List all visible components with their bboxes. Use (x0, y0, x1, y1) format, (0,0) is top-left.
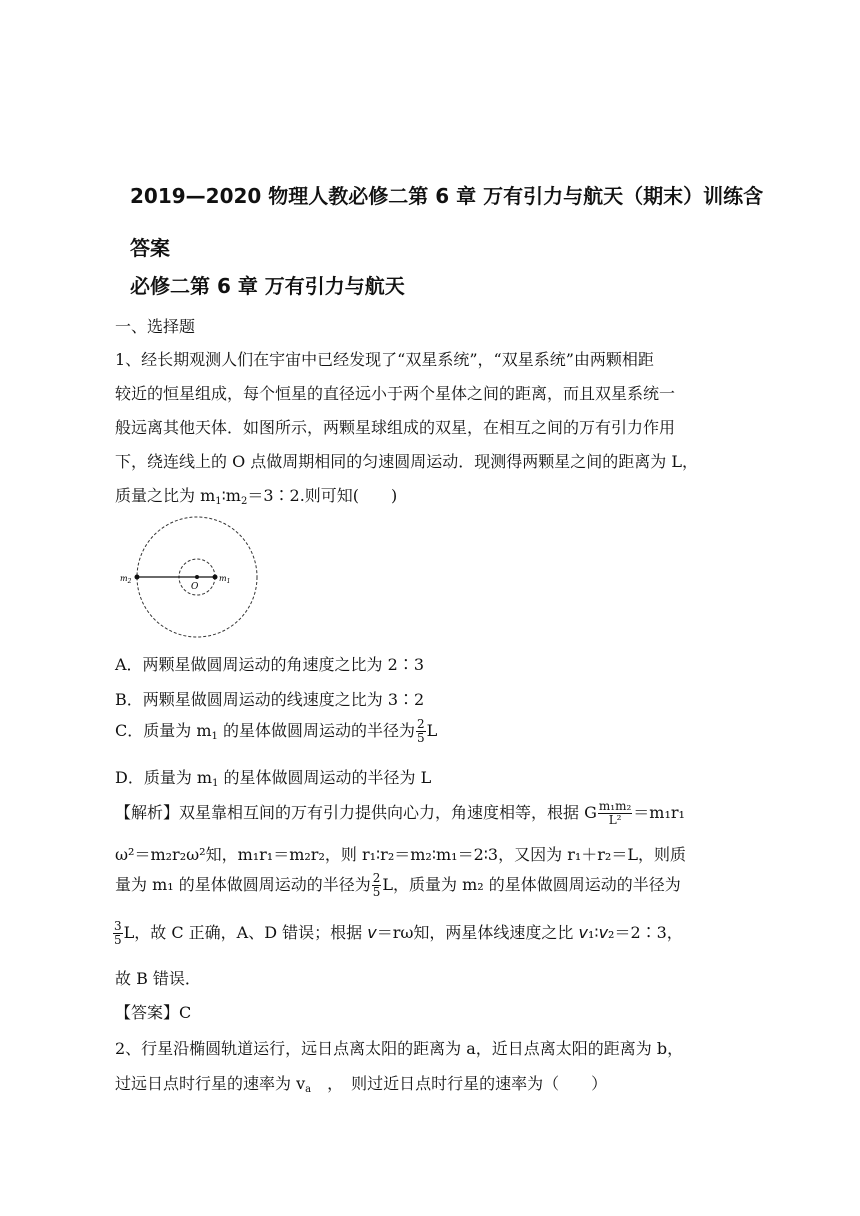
analysis-line-4: $\frac{3}{5}$ L，故 C 正确，A、D 错误；根据 v＝rω知，两星体线速度之比 v₁∶v₂＝2∶3， (114, 919, 683, 947)
q1-line-4: 下，绕连线上的 O 点做周期相同的匀速圆周运动．现测得两颗星之间的距离为 L， (115, 452, 699, 471)
answer-tag: 【答案】 (115, 1003, 180, 1022)
answer-value: C (179, 1003, 192, 1022)
binary-star-diagram (115, 515, 265, 640)
star-m2 (135, 575, 140, 580)
analysis-line-5: 故 B 错误． (115, 969, 201, 988)
answer-line (115, 1000, 191, 1023)
label-m1: $m_1$ (219, 574, 231, 585)
analysis-line-2: ω²＝m₂r₂ω²知，m₁r₁＝m₂r₂，则 r₁∶r₂＝m₂∶m₁＝2∶3，又因为 r₁＋r₂＝L，则质 (115, 845, 686, 864)
center-o (195, 575, 199, 579)
section-heading: 一、选择题 (115, 317, 196, 336)
q1-line-3: 般远离其他天体．如图所示，两颗星球组成的双星，在相互之间的万有引力作用 (115, 418, 676, 437)
analysis-tag: 【解析】 (115, 803, 180, 822)
title-line-1: 2019—2020 物理人教必修二第 6 章 万有引力与航天（期末）训练含 (130, 184, 764, 208)
fraction: $\frac{2}{5}$ (372, 871, 381, 899)
fraction: $\frac{\text{m₁m₂}}{\text{L²}}$ (598, 799, 632, 827)
document-title (130, 170, 764, 274)
star-m1 (213, 575, 218, 580)
option-c: C．质量为 $m_1$ 的星体做圆周运动的半径为 $\frac{2}{5}$ L (115, 717, 438, 745)
q2-line-2: 过远日点时行星的速率为 $v_a$ ， 则过近日点时行星的速率为（ ） (115, 1074, 608, 1095)
analysis-line-1: 【解析】双星靠相互间的万有引力提供向心力，角速度相等，根据 G $\frac{\text{m₁m₂}}{\text{L²}}$ ＝m₁r₁ (115, 799, 685, 827)
q2-line-1: 2、行星沿椭圆轨道运行，远日点离太阳的距离为 a，近日点离太阳的距离为 b， (115, 1039, 684, 1058)
chapter-subtitle: 必修二第 6 章 万有引力与航天 (130, 274, 405, 298)
q1-line-2: 较近的恒星组成，每个恒星的直径远小于两个星体之间的距离，而且双星系统一 (115, 384, 676, 403)
label-m2: $m_2$ (120, 574, 132, 585)
option-b: B．两颗星做圆周运动的线速度之比为 3∶2 (115, 690, 425, 709)
option-a: A．两颗星做圆周运动的角速度之比为 2∶3 (115, 655, 425, 674)
option-d: D．质量为 $m_1$ 的星体做圆周运动的半径为 L (115, 768, 432, 789)
label-o: O (191, 582, 199, 592)
q1-line-5: 质量之比为 $m_1∶m_2=3∶2$.则可知( ) (115, 486, 398, 507)
title-line-2: 答案 (130, 236, 170, 260)
fraction: $\frac{2}{5}$ (416, 717, 425, 745)
fraction: $\frac{3}{5}$ (114, 919, 122, 947)
q1-line-1: 1、经长期观测人们在宇宙中已经发现了“双星系统”，“双星系统”由两颗相距 (115, 350, 654, 369)
analysis-line-3: 量为 m₁ 的星体做圆周运动的半径为 $\frac{2}{5}$ L，质量为 m₂ 的星体做圆周运动的半径为 (115, 871, 681, 899)
